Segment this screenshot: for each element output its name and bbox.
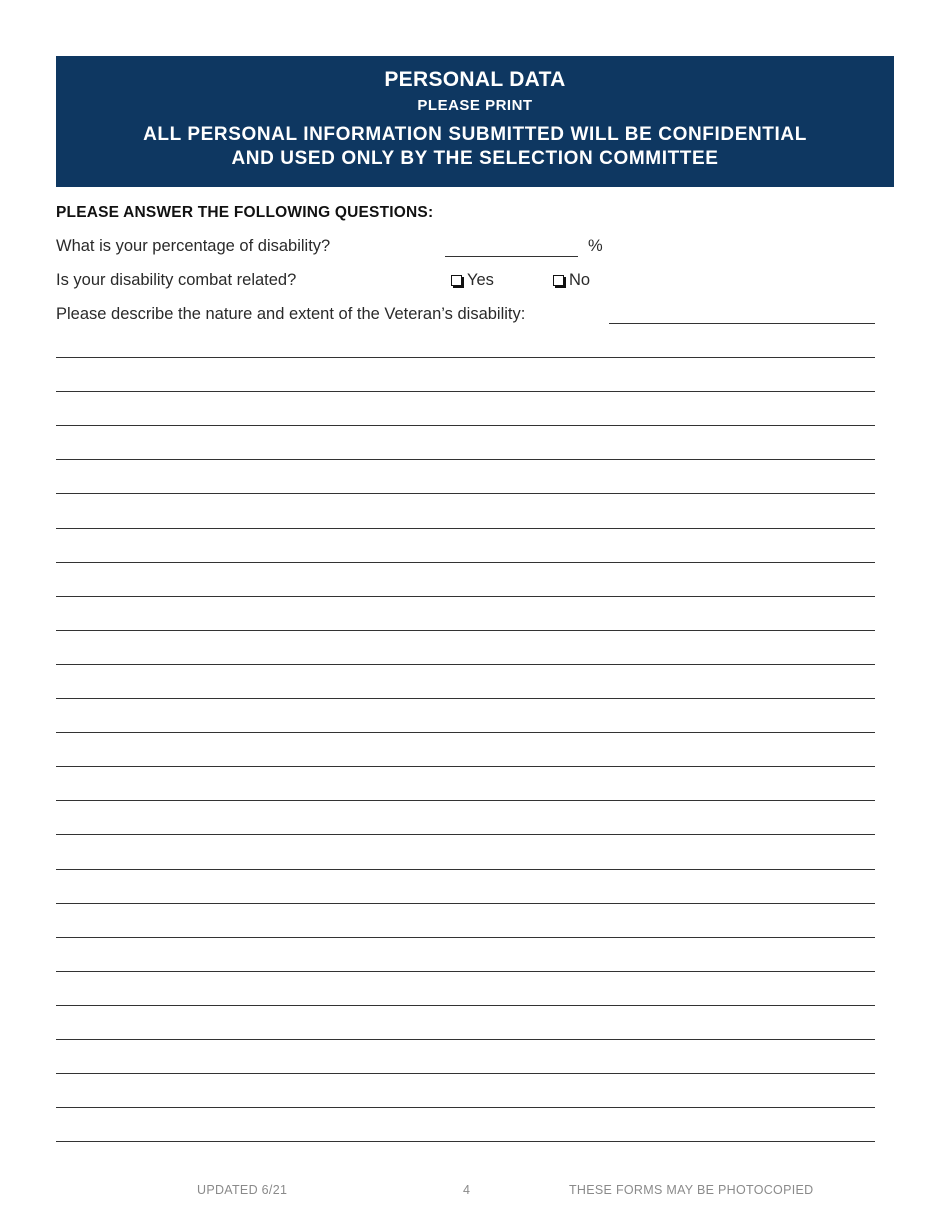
page-title: PERSONAL DATA bbox=[384, 68, 566, 91]
section-heading: PLEASE ANSWER THE FOLLOWING QUESTIONS: bbox=[56, 204, 434, 221]
writing-line[interactable] bbox=[56, 664, 875, 665]
writing-line[interactable] bbox=[56, 937, 875, 938]
question-combat-label: Is your disability combat related? bbox=[56, 271, 297, 289]
question-describe-label: Please describe the nature and extent of the Veteran’s disability: bbox=[56, 305, 526, 323]
combat-yes-label: Yes bbox=[467, 271, 494, 289]
writing-line[interactable] bbox=[56, 971, 875, 972]
writing-line[interactable] bbox=[56, 732, 875, 733]
writing-line[interactable] bbox=[56, 425, 875, 426]
writing-line[interactable] bbox=[56, 630, 875, 631]
writing-line[interactable] bbox=[56, 903, 875, 904]
writing-line[interactable] bbox=[56, 596, 875, 597]
writing-line[interactable] bbox=[56, 562, 875, 563]
writing-line[interactable] bbox=[56, 800, 875, 801]
writing-line[interactable] bbox=[56, 357, 875, 358]
writing-line[interactable] bbox=[56, 493, 875, 494]
confidentiality-notice-line-1: ALL PERSONAL INFORMATION SUBMITTED WILL BE CONFIDENTIAL bbox=[143, 124, 807, 145]
percent-sign: % bbox=[588, 237, 603, 255]
confidentiality-notice-line-2: AND USED ONLY BY THE SELECTION COMMITTEE bbox=[231, 148, 719, 169]
page-subtitle: PLEASE PRINT bbox=[417, 97, 533, 114]
footer-updated: UPDATED 6/21 bbox=[197, 1183, 288, 1197]
writing-line[interactable] bbox=[56, 528, 875, 529]
writing-line[interactable] bbox=[56, 459, 875, 460]
writing-line[interactable] bbox=[56, 1107, 875, 1108]
writing-line[interactable] bbox=[56, 698, 875, 699]
footer-page-number: 4 bbox=[463, 1183, 471, 1197]
footer-photocopy-note: THESE FORMS MAY BE PHOTOCOPIED bbox=[569, 1183, 814, 1197]
writing-line[interactable] bbox=[56, 1039, 875, 1040]
writing-line[interactable] bbox=[56, 1005, 875, 1006]
combat-no-label: No bbox=[569, 271, 591, 289]
question-percentage-label: What is your percentage of disability? bbox=[56, 237, 331, 255]
writing-line[interactable] bbox=[56, 1073, 875, 1074]
description-writing-area[interactable] bbox=[56, 0, 875, 1230]
writing-line[interactable] bbox=[56, 766, 875, 767]
writing-line[interactable] bbox=[56, 391, 875, 392]
writing-line[interactable] bbox=[56, 1141, 875, 1142]
writing-line[interactable] bbox=[56, 869, 875, 870]
writing-line[interactable] bbox=[56, 834, 875, 835]
